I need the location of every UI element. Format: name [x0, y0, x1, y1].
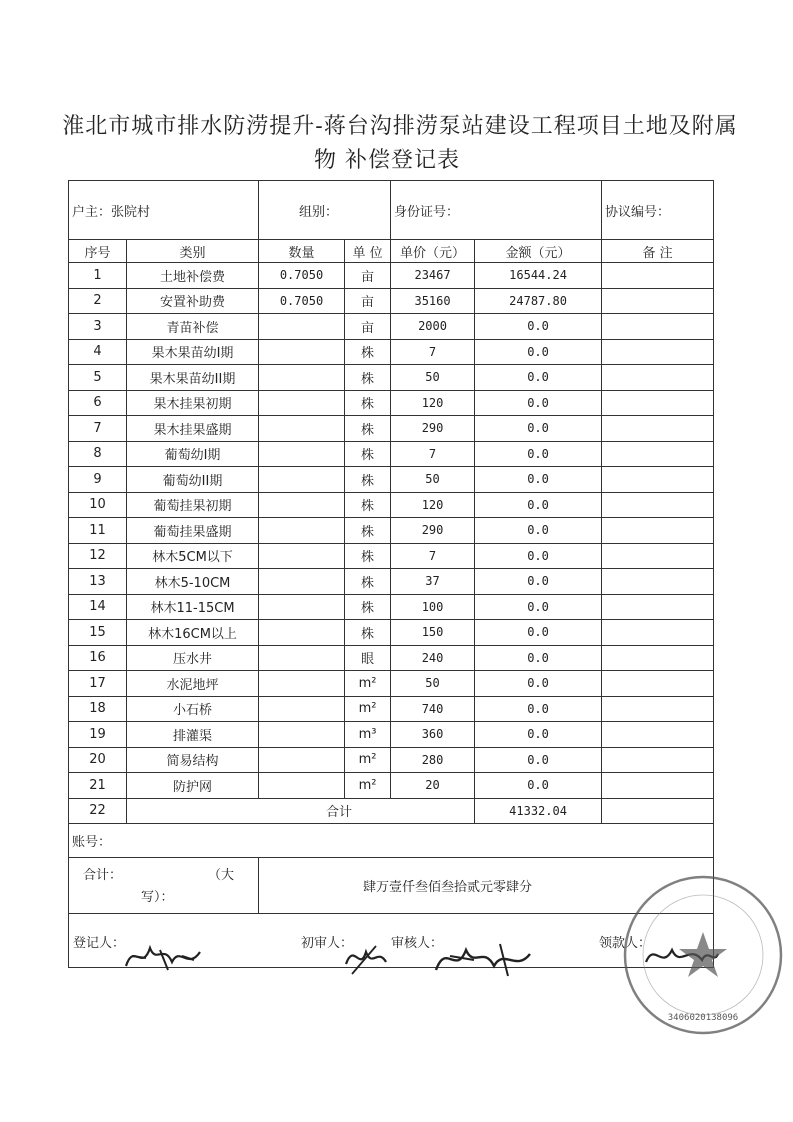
- cell-category: 排灌渠: [127, 722, 259, 748]
- table-row: [69, 773, 714, 799]
- cell-note: [602, 569, 714, 595]
- cell-unit: 株: [345, 365, 391, 391]
- cell-price: 50: [391, 467, 475, 493]
- cell-amount: 0.0: [475, 773, 602, 799]
- col-header: 序号: [69, 240, 127, 263]
- cell-category: 果木果苗幼II期: [127, 365, 259, 391]
- cell-price: 7: [391, 543, 475, 569]
- cell-no: 12: [69, 543, 127, 569]
- cell-amount: 0.0: [475, 314, 602, 340]
- cell-no: 16: [69, 645, 127, 671]
- cell-unit: 株: [345, 543, 391, 569]
- cell-category: 小石桥: [127, 696, 259, 722]
- cell-amount: 0.0: [475, 696, 602, 722]
- total-words-label-c: 写）：: [141, 889, 174, 905]
- cell-no: 9: [69, 467, 127, 493]
- cell-note: [602, 288, 714, 314]
- cell-price: 20: [391, 773, 475, 799]
- cell-price: 100: [391, 594, 475, 620]
- cell-category: 葡萄幼II期: [127, 467, 259, 493]
- title-line-2: 物 补偿登记表: [314, 148, 460, 173]
- table-row: [69, 492, 714, 518]
- cell-category: 安置补助费: [127, 288, 259, 314]
- cell-qty: [259, 671, 345, 697]
- cell-price: 240: [391, 645, 475, 671]
- id-number-field: 身份证号：: [391, 181, 602, 240]
- cell-price: 280: [391, 747, 475, 773]
- cell-qty: [259, 314, 345, 340]
- cell-amount: 0.0: [475, 339, 602, 365]
- cell-unit: 株: [345, 492, 391, 518]
- reviewer-signature: [430, 936, 540, 982]
- cell-no: 18: [69, 696, 127, 722]
- cell-note: [602, 747, 714, 773]
- cell-no: 6: [69, 390, 127, 416]
- table-row: [69, 263, 714, 289]
- cell-amount: 16544.24: [475, 263, 602, 289]
- total-words-label-b: （大: [208, 867, 235, 883]
- cell-amount: 24787.80: [475, 288, 602, 314]
- col-header: 类别: [127, 240, 259, 263]
- cell-note: [602, 492, 714, 518]
- cell-category: 葡萄挂果初期: [127, 492, 259, 518]
- col-header: 单 位: [345, 240, 391, 263]
- account-label: 账号：: [69, 823, 714, 857]
- cell-price: 50: [391, 671, 475, 697]
- cell-qty: [259, 696, 345, 722]
- cell-price: 23467: [391, 263, 475, 289]
- reviewer-label: 审核人：: [391, 935, 444, 951]
- page-title: [60, 110, 740, 178]
- cell-qty: [259, 620, 345, 646]
- cell-qty: 0.7050: [259, 288, 345, 314]
- table-row: [69, 620, 714, 646]
- title-line-1: 淮北市城市排水防涝提升-蒋台沟排涝泵站建设工程项目土地及附属: [62, 114, 738, 139]
- total-words-value: 肆万壹仟叁佰叁拾贰元零肆分: [259, 857, 714, 913]
- cell-no: 17: [69, 671, 127, 697]
- table-row: [69, 518, 714, 544]
- cell-qty: [259, 518, 345, 544]
- cell-no: 5: [69, 365, 127, 391]
- cell-category: 果木挂果盛期: [127, 416, 259, 442]
- column-header-row: [69, 240, 714, 263]
- total-row: [69, 798, 714, 823]
- cell-unit: 株: [345, 518, 391, 544]
- cell-amount: 0.0: [475, 365, 602, 391]
- cell-unit: m²: [345, 747, 391, 773]
- table-row: [69, 441, 714, 467]
- cell-unit: 株: [345, 594, 391, 620]
- cell-category: 水泥地坪: [127, 671, 259, 697]
- item-rows: [69, 263, 714, 799]
- registrar-signature: [120, 936, 210, 980]
- cell-qty: [259, 365, 345, 391]
- cell-note: [602, 518, 714, 544]
- table-row: [69, 339, 714, 365]
- cell-note: [602, 441, 714, 467]
- header-info-row: [69, 181, 714, 240]
- table-row: [69, 365, 714, 391]
- cell-no: 13: [69, 569, 127, 595]
- cell-qty: [259, 594, 345, 620]
- cell-no: 10: [69, 492, 127, 518]
- cell-category: 青苗补偿: [127, 314, 259, 340]
- cell-unit: 株: [345, 416, 391, 442]
- cell-qty: 0.7050: [259, 263, 345, 289]
- cell-category: 林木5CM以下: [127, 543, 259, 569]
- cell-note: [602, 773, 714, 799]
- cell-unit: 株: [345, 620, 391, 646]
- cell-qty: [259, 467, 345, 493]
- cell-price: 290: [391, 518, 475, 544]
- recipient-label: 领款人：: [599, 935, 652, 951]
- cell-note: [602, 594, 714, 620]
- table-row: [69, 722, 714, 748]
- cell-no: 14: [69, 594, 127, 620]
- cell-amount: 0.0: [475, 645, 602, 671]
- cell-note: [602, 722, 714, 748]
- table-row: [69, 390, 714, 416]
- cell-amount: 0.0: [475, 569, 602, 595]
- household-field: 户主：张院村: [69, 181, 259, 240]
- cell-category: 土地补偿费: [127, 263, 259, 289]
- col-header: 金额（元）: [475, 240, 602, 263]
- cell-unit: 株: [345, 569, 391, 595]
- table-row: [69, 671, 714, 697]
- cell-unit: 亩: [345, 288, 391, 314]
- total-note: [602, 798, 714, 823]
- total-words-row: [69, 857, 714, 913]
- agreement-number-field: 协议编号：: [602, 181, 714, 240]
- cell-amount: 0.0: [475, 492, 602, 518]
- cell-amount: 0.0: [475, 441, 602, 467]
- cell-no: 8: [69, 441, 127, 467]
- cell-unit: 株: [345, 390, 391, 416]
- cell-category: 果木挂果初期: [127, 390, 259, 416]
- cell-note: [602, 645, 714, 671]
- seal-code: 3406020138096: [667, 1013, 739, 1023]
- table-row: [69, 747, 714, 773]
- cell-price: 35160: [391, 288, 475, 314]
- cell-amount: 0.0: [475, 722, 602, 748]
- cell-note: [602, 543, 714, 569]
- first-review-signature: [342, 938, 390, 982]
- cell-category: 果木果苗幼I期: [127, 339, 259, 365]
- cell-amount: 0.0: [475, 390, 602, 416]
- cell-no: 1: [69, 263, 127, 289]
- cell-no: 19: [69, 722, 127, 748]
- table-row: [69, 569, 714, 595]
- cell-qty: [259, 645, 345, 671]
- total-words-label: [69, 857, 259, 913]
- cell-no: 20: [69, 747, 127, 773]
- cell-unit: 株: [345, 339, 391, 365]
- cell-price: 150: [391, 620, 475, 646]
- table-row: [69, 288, 714, 314]
- cell-unit: 株: [345, 441, 391, 467]
- cell-note: [602, 314, 714, 340]
- cell-qty: [259, 441, 345, 467]
- table-row: [69, 314, 714, 340]
- cell-amount: 0.0: [475, 467, 602, 493]
- cell-amount: 0.0: [475, 518, 602, 544]
- cell-category: 压水井: [127, 645, 259, 671]
- cell-unit: 株: [345, 467, 391, 493]
- cell-category: 葡萄挂果盛期: [127, 518, 259, 544]
- cell-amount: 0.0: [475, 620, 602, 646]
- cell-qty: [259, 492, 345, 518]
- cell-no: 4: [69, 339, 127, 365]
- cell-category: 林木11-15CM: [127, 594, 259, 620]
- cell-amount: 0.0: [475, 671, 602, 697]
- cell-qty: [259, 543, 345, 569]
- cell-price: 50: [391, 365, 475, 391]
- cell-qty: [259, 773, 345, 799]
- cell-price: 37: [391, 569, 475, 595]
- total-words-label-a: 合计：: [83, 867, 123, 883]
- cell-category: 防护网: [127, 773, 259, 799]
- cell-unit: 亩: [345, 263, 391, 289]
- official-seal: [618, 870, 788, 1040]
- cell-qty: [259, 747, 345, 773]
- cell-note: [602, 390, 714, 416]
- cell-amount: 0.0: [475, 594, 602, 620]
- cell-no: 21: [69, 773, 127, 799]
- group-field: 组别：: [259, 181, 391, 240]
- cell-note: [602, 339, 714, 365]
- table-row: [69, 467, 714, 493]
- cell-qty: [259, 416, 345, 442]
- cell-unit: 亩: [345, 314, 391, 340]
- registrar-label: 登记人：: [73, 935, 126, 951]
- cell-amount: 0.0: [475, 416, 602, 442]
- cell-no: 2: [69, 288, 127, 314]
- cell-price: 7: [391, 441, 475, 467]
- cell-category: 葡萄幼I期: [127, 441, 259, 467]
- cell-price: 740: [391, 696, 475, 722]
- table-row: [69, 416, 714, 442]
- cell-note: [602, 416, 714, 442]
- cell-price: 7: [391, 339, 475, 365]
- cell-price: 2000: [391, 314, 475, 340]
- account-row: [69, 823, 714, 857]
- first-review-label: 初审人：: [301, 935, 354, 951]
- cell-amount: 0.0: [475, 747, 602, 773]
- cell-amount: 0.0: [475, 543, 602, 569]
- total-label: 合计: [127, 798, 475, 823]
- cell-note: [602, 467, 714, 493]
- cell-price: 290: [391, 416, 475, 442]
- cell-no: 11: [69, 518, 127, 544]
- cell-qty: [259, 569, 345, 595]
- cell-unit: m²: [345, 671, 391, 697]
- cell-note: [602, 263, 714, 289]
- cell-unit: m²: [345, 696, 391, 722]
- col-header: 单价（元）: [391, 240, 475, 263]
- total-amount: 41332.04: [475, 798, 602, 823]
- cell-price: 120: [391, 492, 475, 518]
- cell-note: [602, 620, 714, 646]
- compensation-table: [68, 180, 714, 968]
- cell-unit: m³: [345, 722, 391, 748]
- col-header: 备 注: [602, 240, 714, 263]
- cell-category: 简易结构: [127, 747, 259, 773]
- total-number: 22: [69, 798, 127, 823]
- col-header: 数量: [259, 240, 345, 263]
- table-row: [69, 696, 714, 722]
- cell-qty: [259, 339, 345, 365]
- cell-price: 120: [391, 390, 475, 416]
- table-row: [69, 543, 714, 569]
- cell-note: [602, 671, 714, 697]
- cell-note: [602, 696, 714, 722]
- cell-price: 360: [391, 722, 475, 748]
- cell-qty: [259, 390, 345, 416]
- cell-no: 15: [69, 620, 127, 646]
- cell-unit: 眼: [345, 645, 391, 671]
- cell-category: 林木16CM以上: [127, 620, 259, 646]
- table-row: [69, 645, 714, 671]
- cell-note: [602, 365, 714, 391]
- cell-category: 林木5-10CM: [127, 569, 259, 595]
- cell-no: 3: [69, 314, 127, 340]
- cell-unit: m²: [345, 773, 391, 799]
- cell-qty: [259, 722, 345, 748]
- table-row: [69, 594, 714, 620]
- cell-no: 7: [69, 416, 127, 442]
